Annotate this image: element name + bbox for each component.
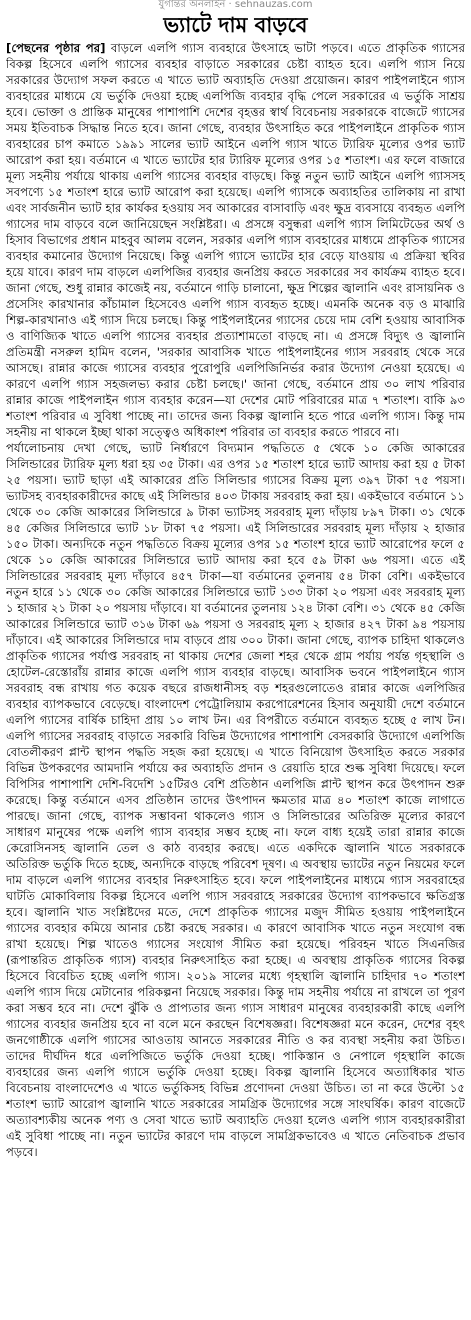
article-body	[6, 40, 465, 1316]
article-paragraph-2	[6, 440, 465, 1160]
continued-from-label: [পেছনের পৃষ্ঠার পর]	[6, 41, 106, 55]
article-headline: ভ্যাটে দাম বাড়বে	[163, 12, 308, 37]
article-paragraph-1	[6, 40, 465, 440]
top-cropped-header: যুগান্তর অনলাইন · sehnauzas.com	[158, 0, 313, 10]
paragraph-text: বাড়লে এলপি গ্যাস ব্যবহারে উৎসাহে ভাটা পড়বে। এতে প্রাকৃতিক গ্যাসের বিকল্প হিসেবে এলপি গ্যাসের ব্যবহার বাড়াতে সরকারের চেষ্টা ব্যাহত হবে। এলপি গ্যাস নিয়ে সরকারের উদ্যোগ সফল করতে এ খাতে ভ্যাট অব্যাহতি দেওয়া প্রয়োজন। কারণ পাইপলাইনে গ্যাস ব্যবহারের মাধ্যমে যে ভর্তুকি দেওয়া হচ্ছে এলপিজি ব্যবহার বৃদ্ধি পেলে সরকারের এ ভর্তুকি সাশ্রয় হবে। ভোক্তা ও প্রান্তিক মানুষের পাশাপাশি দেশের বৃহত্তর স্বার্থ বিবেচনায় সরকারকে বাজেটে গ্যাসের সময় ইতিবাচক সিদ্ধান্ত নিতে হবে। জানা গেছে, ব্যবহার উৎসাহিত করে পাইপলাইনে প্রাকৃতিক গ্যাস ব্যবহারের চাপ কমাতে ১৯৯১ সালের ভ্যাট আইনে এলপি গ্যাস খাতে ট্যারিফ মূল্যের ওপর ভ্যাট আরোপ করা হয়। বর্তমানে এ খাতে ভ্যাটের হার ট্যারিফ মূল্যের ওপর ১৫ শতাংশ। এর ফলে বাজারে মূল্য সহনীয় পর্যায়ে থাকায় এলপি গ্যাসের ব্যবহার বাড়ছে। কিন্তু নতুন ভ্যাট আইনে এলপি গ্যাসসহ সবপণ্যে ১৫ শতাংশ হারে ভ্যাট আরোপ করা হয়েছে। এলপি গ্যাসকে অব্যাহতির তালিকায় না রাখা এবং সার্বজনীন ভ্যাট হার কার্যকর হওয়ায় সব আকারের বাসাবাড়ি এবং ক্ষুদ্র ব্যবসায়ে ব্যবহৃত এলপি গ্যাসের দাম বাড়বে বলে জানিয়েছেন সংশ্লিষ্টরা। এ প্রসঙ্গে বসুন্ধরা এলপি গ্যাস লিমিটেডের অর্থ ও হিসাব বিভাগের প্রধান মাহবুব আলম বলেন, সরকার এলপি গ্যাস ব্যবহারের মাধ্যমে প্রাকৃতিক গ্যাসের ব্যবহার কমানোর উদ্যোগ নিয়েছে। কিন্তু এলপি গ্যাসে ভ্যাটের হার বেড়ে যাওয়ায় এ প্রক্রিয়া স্থবির হয়ে যাবে। কারণ দাম বাড়লে এলপিজির ব্যবহার জনপ্রিয় করতে সরকারের সব কার্যক্রম ব্যাহত হবে। জানা গেছে, শুধু রান্নার কাজেই নয়, বর্তমানে গাড়ি চালানো, ক্ষুদ্র শিল্পের জ্বালানি এবং রাসায়নিক ও প্রসেসিং কারখানার কাঁচামাল হিসেবেও এলপি গ্যাস ব্যবহৃত হচ্ছে। এমনকি অনেক বড় ও মাঝারি শিল্প-কারখানাও এই গ্যাস দিয়ে চলছে। কিন্তু পাইপলাইনের গ্যাসের চেয়ে দাম বেশি হওয়ায় আবাসিক ও বাণিজ্যিক খাতে এলপি গ্যাসের ব্যবহার প্রত্যাশামতো বাড়ছে না। এ প্রসঙ্গে বিদ্যুৎ ও জ্বালানি প্রতিমন্ত্রী নসরুল হামিদ বলেন, 'সরকার আবাসিক খাতে পাইপলাইনের গ্যাস সরবরাহ থেকে সরে আসছে। রান্নার কাজে গ্যাসের ব্যবহার পুরোপুরি এলপিজিনির্ভর করার উদ্যোগ নেওয়া হয়েছে। এ কারণে এলপি গ্যাস সহজলভ্য করার চেষ্টা চলছে।' জানা গেছে, বর্তমানে প্রায় ৩০ লাখ পরিবার রান্নার কাজে পাইপলাইন গ্যাস ব্যবহার করেন—যা দেশের মোট পরিবারের মাত্র ৭ শতাংশ। বাকি ৯৩ শতাংশ পরিবার এ সুবিধা পাচ্ছে না। তাদের জন্য বিকল্প জ্বালানি হতে পারে এলপি গ্যাস। কিন্তু দাম সহনীয় না থাকলে ইচ্ছা থাকা সত্ত্বেও অধিকাংশ পরিবার তা ব্যবহার করতে পারবে না।	[6, 41, 465, 439]
paragraph-text: পর্যালোচনায় দেখা গেছে, ভ্যাট নির্ধারণে বিদ্যমান পদ্ধতিতে ৫ থেকে ১০ কেজি আকারের সিলিন্ডারের ট্যারিফ মূল্য ধরা হয় ৩৫ টাকা। এর ওপর ১৫ শতাংশ হারে ভ্যাট আদায় করা হয় ৫ টাকা ২৫ পয়সা। ভ্যাট ছাড়া এই আকারের প্রতি সিলিন্ডার গ্যাসের বিক্রয় মূল্য ৩৯৭ টাকা ৭৫ পয়সা। ভ্যাটসহ ব্যবহারকারীদের কাছে এই সিলিন্ডার ৪০৩ টাকায় সরবরাহ করা হয়। একইভাবে বর্তমানে ১১ থেকে ৩০ কেজি আকারের সিলিন্ডারে ৯ টাকা ভ্যাটসহ সরবরাহ মূল্য দাঁড়ায় ৮৯৭ টাকা। ৩১ থেকে ৪৫ কেজির সিলিন্ডারে ভ্যাট ১৮ টাকা ৭৫ পয়সা। এই সিলিন্ডারের সরবরাহ মূল্য দাঁড়ায় ২ হাজার ১৫০ টাকা। অন্যদিকে নতুন পদ্ধতিতে বিক্রয় মূল্যের ওপর ১৫ শতাংশ হারে ভ্যাট আরোপের ফলে ৫ থেকে ১০ কেজি আকারের সিলিন্ডারে ভ্যাট আদায় করা হবে ৫৯ টাকা ৬৬ পয়সা। এতে এই সিলিন্ডারের সরবরাহ মূল্য দাঁড়াবে ৪৫৭ টাকা—যা বর্তমানের তুলনায় ৫৪ টাকা বেশি। একইভাবে নতুন হারে ১১ থেকে ৩০ কেজি আকারের সিলিন্ডারে ভ্যাট ১৩৩ টাকা ২০ পয়সা এবং সরবরাহ মূল্য ১ হাজার ২১ টাকা ২০ পয়সায় দাঁড়াবে। যা বর্তমানের তুলনায় ১২৪ টাকা বেশি। ৩১ থেকে ৪৫ কেজি আকারের সিলিন্ডারে ভ্যাট ৩১৬ টাকা ৬৯ পয়সা ও সরবরাহ মূল্য ২ হাজার ৪২৭ টাকা ৯৪ পয়সায় দাঁড়াবে। এই আকারের সিলিন্ডারে দাম বাড়বে প্রায় ৩০০ টাকা। জানা গেছে, ব্যাপক চাহিদা থাকলেও প্রাকৃতিক গ্যাসের পর্যাপ্ত সরবরাহ না থাকায় দেশের জেলা শহর থেকে গ্রাম পর্যায় পর্যন্ত গৃহস্থালি ও হোটেল-রেস্তোরাঁয় রান্নার কাজে এলপি গ্যাস ব্যবহার বাড়ছে। আবাসিক ভবনে পাইপলাইনে গ্যাস সরবরাহ বন্ধ রাখায় গত কয়েক বছরে রাজধানীসহ বড় শহরগুলোতেও রান্নার কাজে এলপিজির ব্যবহার ব্যাপকভাবে বেড়েছে। বাংলাদেশ পেট্রোলিয়াম করপোরেশনের হিসাব অনুযায়ী দেশে বর্তমানে এলপি গ্যাসের বার্ষিক চাহিদা প্রায় ১০ লাখ টন। এর বিপরীতে বর্তমানে ব্যবহৃত হচ্ছে ৫ লাখ টন। এলপি গ্যাসের সরবরাহ বাড়াতে সরকারি বিভিন্ন উদ্যোগের পাশাপাশি বেসরকারি উদ্যোগে এলপিজি বোতলীকরণ প্লান্ট স্থাপন পদ্ধতি সহজ করা হয়েছে। এ খাতে বিনিয়োগ উৎসাহিত করতে সরকার বিভিন্ন উপকরণের আমদানি পর্যায়ে কর অব্যাহতি প্রদান ও রেয়াতি হারে শুল্ক সুবিধা দিয়েছে। ফলে বিপিসির পাশাপাশি দেশি-বিদেশি ১৫টিরও বেশি প্রতিষ্ঠান এলপিজি প্লান্ট স্থাপন করে উৎপাদন শুরু করেছে। কিন্তু বর্তমানে এসব প্রতিষ্ঠান তাদের উৎপাদন ক্ষমতার মাত্র ৪০ শতাংশ কাজে লাগাতে পারছে। জানা গেছে, ব্যাপক সম্ভাবনা থাকলেও গ্যাস ও সিলিন্ডারের অতিরিক্ত মূল্যের কারণে সাধারণ মানুষের পক্ষে এলপি গ্যাস ব্যবহার সম্ভব হচ্ছে না। ফলে বাধ্য হয়েই তারা রান্নার কাজে কেরোসিনসহ জ্বালানি তেল ও কাঠ ব্যবহার করছে। এতে একদিকে জ্বালানি খাতে সরকারকে অতিরিক্ত ভর্তুকি দিতে হচ্ছে, অন্যদিকে বাড়ছে পরিবেশ দূষণ। এ অবস্থায় ভ্যাটের নতুন নিয়মের ফলে দাম বাড়লে এলপি গ্যাসের ব্যবহার নিরুৎসাহিত হবে। ফলে পাইপলাইনের মাধ্যমে গ্যাস সরবরাহের ঘাটতি মোকাবিলায় বিকল্প হিসেবে এলপি গ্যাস সরবরাহে সরকারের উদ্যোগ ব্যাপকভাবে ক্ষতিগ্রস্ত হবে। জ্বালানি খাত সংশ্লিষ্টদের মতে, দেশে প্রাকৃতিক গ্যাসের মজুদ সীমিত হওয়ায় পাইপলাইনে গ্যাসের ব্যবহার কমিয়ে আনার চেষ্টা করছে সরকার। এ কারণে আবাসিক খাতে নতুন সংযোগ বন্ধ রাখা হয়েছে। শিল্প খাতেও গ্যাসের সংযোগ সীমিত করা হয়েছে। পরিবহন খাতে সিএনজির (রূপান্তরিত প্রাকৃতিক গ্যাস) ব্যবহার নিরুৎসাহিত করা হচ্ছে। এ অবস্থায় প্রাকৃতিক গ্যাসের বিকল্প হিসেবে বিবেচিত হচ্ছে এলপি গ্যাস। ২০১৯ সালের মধ্যে গৃহস্থালি জ্বালানি চাহিদার ৭০ শতাংশ এলপি গ্যাস দিয়ে মেটানোর পরিকল্পনা নিয়েছে সরকার। কিন্তু দাম সহনীয় পর্যায়ে না রাখলে তা পূরণ করা সম্ভব হবে না। দেশে ঝুঁকি ও প্রাপ্যতার জন্য গ্যাস সাধারণ মানুষের ব্যবহারকারী কাছে এলপি গ্যাসের ব্যবহার জনপ্রিয় হবে না বলে মনে করছেন বিশেষজ্ঞরা। বিশেষজ্ঞরা মনে করেন, দেশের বৃহৎ জনগোষ্ঠীকে এলপি গ্যাসের আওতায় আনতে সরকারের নীতি ও কর ব্যবস্থা সহনীয় করা উচিত। তাদের দীর্ঘদিন ধরে এলপিজিতে ভর্তুকি দেওয়া হচ্ছে। পাকিস্তান ও নেপালে গৃহস্থালি কাজে ব্যবহারের জন্য এলপি গ্যাসে ভর্তুকি দেওয়া হচ্ছে। বিকল্প জ্বালানি হিসেবে অত্যাধিকার খাত বিবেচনায় বাংলাদেশেও এ খাতে ভর্তুকিসহ বিভিন্ন প্রণোদনা দেওয়া উচিত। তা না করে উল্টো ১৫ শতাংশ ভ্যাট আরোপ জ্বালানি খাতে সরকারের সামগ্রিক উদ্যোগের সঙ্গে সাংঘর্ষিক। কারণ বাজেটে অত্যাবশ্যকীয় অনেক পণ্য ও সেবা খাতে ভ্যাট অব্যাহতি দেওয়া হলেও এলপি গ্যাস ব্যবহারকারীরা এই সুবিধা পাচ্ছে না। নতুন ভ্যাটের কারণে দাম বাড়লে সামগ্রিকভাবেও এ খাতে নেতিবাচক প্রভাব পড়বে।	[6, 441, 465, 1159]
